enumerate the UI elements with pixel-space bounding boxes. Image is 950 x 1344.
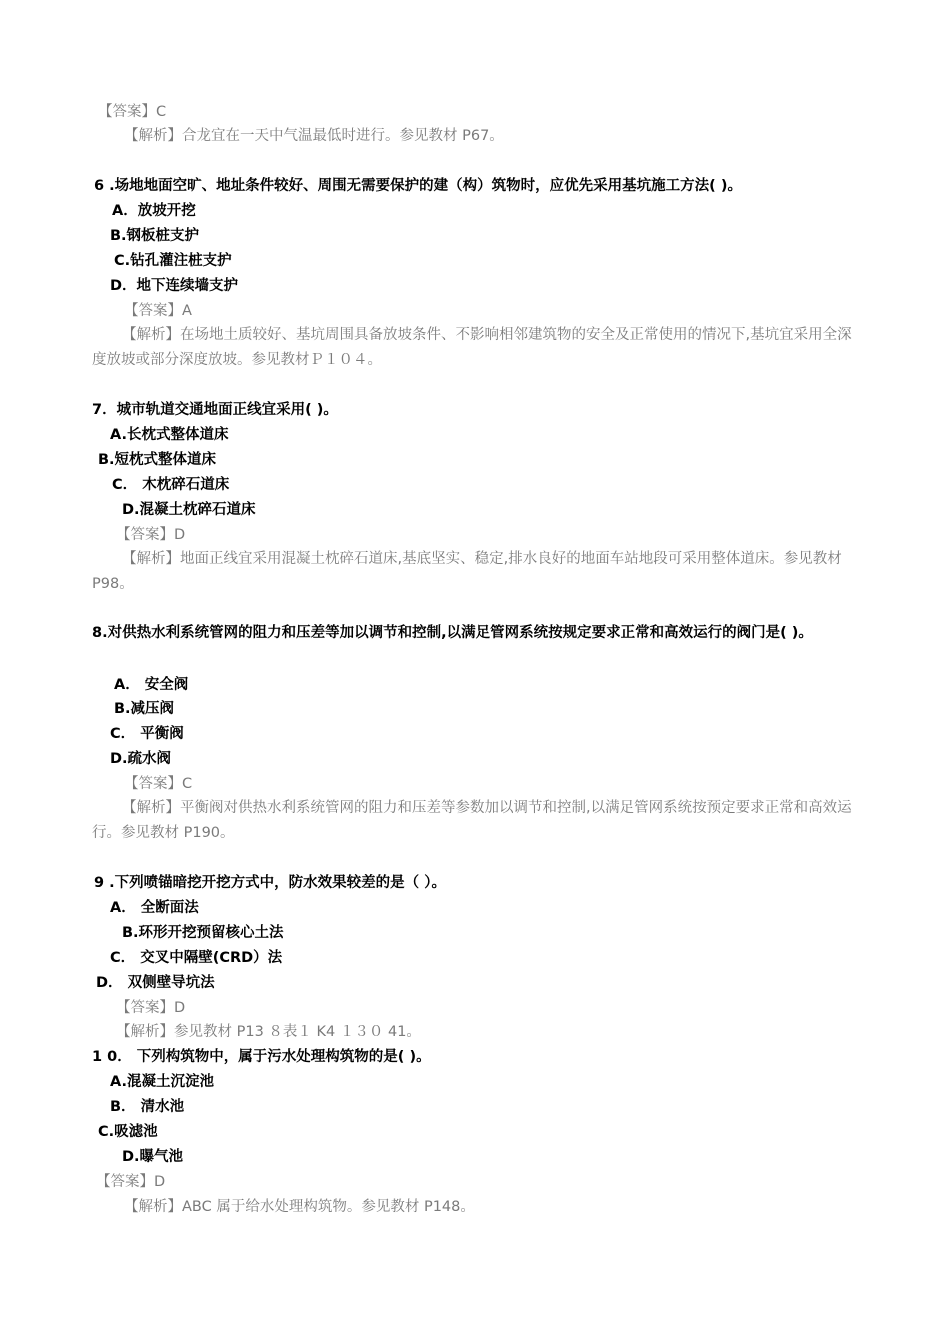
question-8-option-a: A． 安全阀 [114,677,189,693]
question-8-explanation: 【解析】平衡阀对供热水利系统管网的阻力和压差等参数加以调节和控制,以满足管网系统按预定要求正常和高效运行。参见教材 P190。 [92,800,852,841]
question-9-stem: 9 .下列喷锚暗挖开挖方式中，防水效果较差的是（ ）。 [94,875,446,891]
prev-explanation: 【解析】合龙宜在一天中气温最低时进行。参见教材 P67。 [124,128,504,144]
question-8-answer: 【答案】C [124,776,193,792]
question-8-option-d: D.疏水阀 [110,751,172,767]
question-9-option-d: D． 双侧壁导坑法 [96,975,215,991]
question-10-answer: 【答案】D [96,1174,166,1190]
question-6-option-b: B.钢板桩支护 [110,228,200,244]
prev-answer: 【答案】C [98,104,167,120]
question-9-option-c: C． 交叉中隔壁(CRD）法 [110,950,283,966]
question-7-option-b: B.短枕式整体道床 [98,452,217,468]
question-6-explanation: 【解析】在场地土质较好、基坑周围具备放坡条件、不影响相邻建筑物的安全及正常使用的情况下,基坑宜采用全深度放坡或部分深度放坡。参见教材Ｐ１０４。 [92,327,852,368]
question-8-stem: 8.对供热水利系统管网的阻力和压差等加以调节和控制,以满足管网系统按规定要求正常和高效运行的阀门是( )。 [92,625,813,641]
question-10-option-d: D.曝气池 [122,1149,184,1165]
question-10-option-a: A.混凝土沉淀池 [110,1074,214,1090]
question-9-option-a: A． 全断面法 [110,900,199,916]
question-9-explanation: 【解析】参见教材 P13 ８表１ K4 １３０ 41。 [116,1024,421,1040]
question-7-stem: 7．城市轨道交通地面正线宜采用( )。 [92,402,338,418]
question-10-stem: 1 0． 下列构筑物中，属于污水处理构筑物的是( )。 [92,1049,431,1065]
question-9-option-b: B.环形开挖预留核心土法 [122,925,284,941]
question-7-option-a: A.长枕式整体道床 [110,427,229,443]
question-7-explanation: 【解析】地面正线宜采用混凝土枕碎石道床,基底坚实、稳定,排水良好的地面车站地段可采用整体道床。参见教材 P98。 [92,551,842,592]
question-10-explanation: 【解析】ABC 属于给水处理构筑物。参见教材 P148。 [124,1199,475,1215]
question-6-option-c: C.钻孔灌注桩支护 [114,253,232,269]
question-7-option-d: D.混凝土枕碎石道床 [122,502,256,518]
question-6-option-a: A．放坡开挖 [112,203,196,219]
question-6-stem: 6 .场地地面空旷、地址条件较好、周围无需要保护的建（构）筑物时，应优先采用基坑施工方法( )。 [94,178,742,194]
question-9-answer: 【答案】D [116,1000,186,1016]
question-7-option-c: C． 木枕碎石道床 [112,477,230,493]
question-6-option-d: D．地下连续墙支护 [110,278,239,294]
question-6-answer: 【答案】A [124,303,192,319]
question-10-option-c: C.吸滤池 [98,1124,158,1140]
question-7-answer: 【答案】D [116,527,186,543]
question-8-option-b: B.减压阀 [114,701,175,717]
question-8-option-c: C． 平衡阀 [110,726,184,742]
question-10-option-b: B． 清水池 [110,1099,185,1115]
